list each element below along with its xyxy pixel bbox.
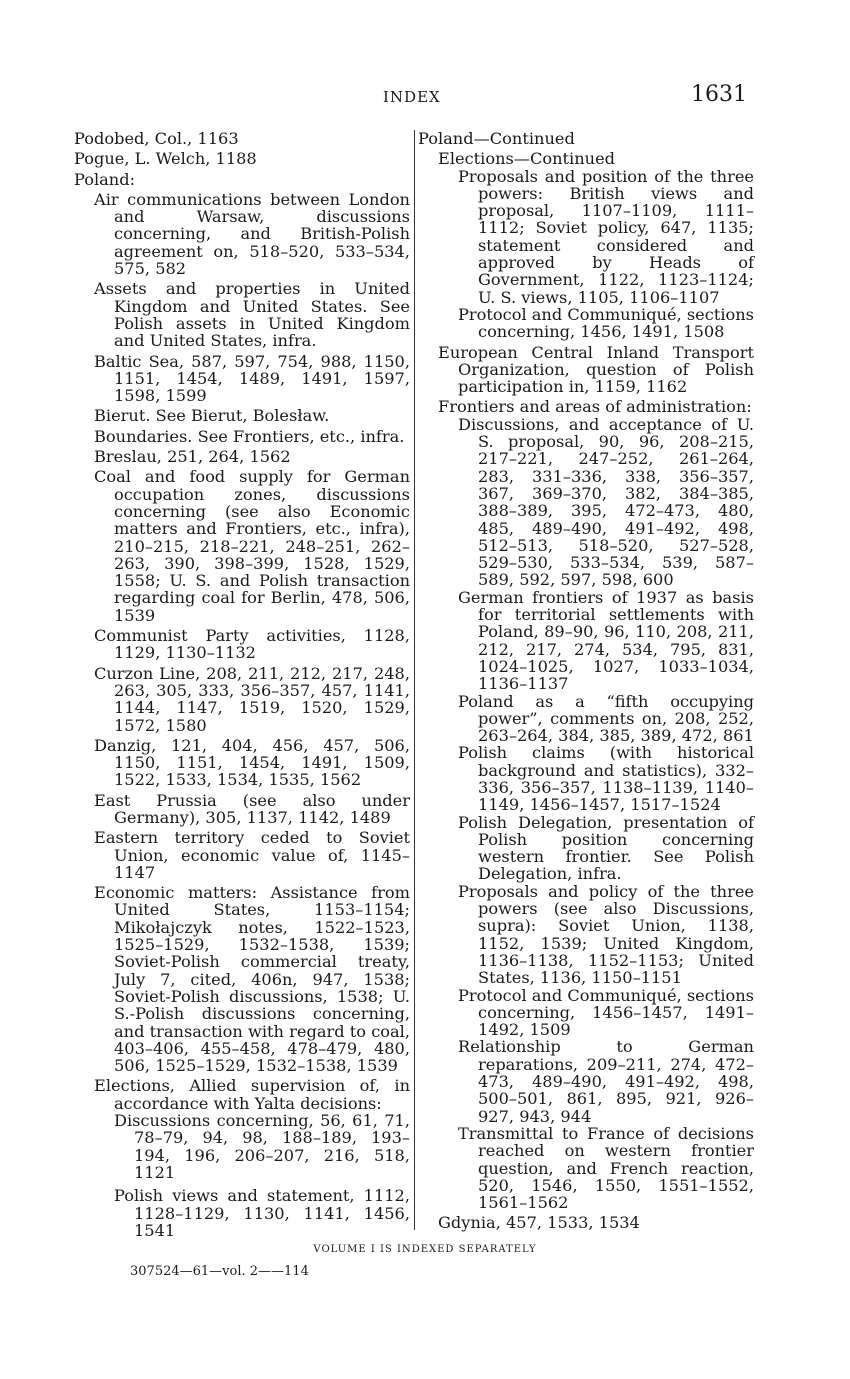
- index-entry: Economic matters: Assistance from United States, 1153–1154; Mikołajczyk notes, 1522–1523, 1525–1529, 1532–1538, 1539; Soviet-Polish commercial treaty, July 7, cited, 406n, 947, 1538; Soviet-Polish discussions, 1538; U. S.-Polish discussions concerning, and transaction with regard to coal, 403–406, 455–458, 478–479, 480, 506, 1525–1529, 1532–1538, 1539: [94, 883, 410, 1076]
- index-column-left: [74, 130, 410, 1239]
- index-entry: Pogue, L. Welch, 1188: [74, 149, 257, 169]
- index-entry: Breslau, 251, 264, 1562: [94, 447, 291, 467]
- index-entry: Transmittal to France of decisions reached on western frontier question, and French reaction, 520, 1546, 1550, 1551–1552, 1561–1562: [458, 1123, 754, 1213]
- index-entry: Relationship to German reparations, 209–211, 274, 472–473, 489–490, 491–492, 498, 500–501, 861, 895, 921, 926–927, 943, 944: [458, 1037, 754, 1126]
- index-entry: Elections—Continued: [438, 149, 616, 169]
- index-entry: Discussions concerning, 56, 61, 71, 78–79, 94, 98, 188–189, 193–194, 196, 206–207, 216, 518, 1121: [114, 1111, 410, 1182]
- running-head: [0, 82, 850, 112]
- index-entry: Protocol and Communiqué, sections concerning, 1456–1457, 1491–1492, 1509: [458, 985, 754, 1040]
- index-entry: Proposals and position of the three powers: British views and proposal, 1107–1109, 1111–1112; Soviet policy, 647, 1135; statement considered and approved by Heads of Government, 1122, 1123–1124; U. S. views, 1105, 1106–1107: [458, 166, 754, 307]
- index-entry: Discussions, and acceptance of U. S. proposal, 90, 96, 208–215, 217–221, 247–252, 261–264, 283, 331–336, 338, 356–357, 367, 369–370, 382, 384–385, 388–389, 395, 472–473, 480, 485, 489–490, 491–492, 498, 512–513, 518–520, 527–528, 529–530, 533–534, 539, 587–589, 592, 597, 598, 600: [458, 414, 754, 590]
- index-entry: Poland—Continued: [418, 129, 575, 148]
- printer-line: 307524—61—vol. 2——114: [130, 1264, 309, 1279]
- index-entry: German frontiers of 1937 as basis for territorial settlements with Poland, 89–90, 96, 110, 208, 211, 212, 217, 274, 534, 795, 831, 1024–1025, 1027, 1033–1034, 1136–1137: [458, 587, 754, 694]
- index-entry: Boundaries. See Frontiers, etc., infra.: [94, 426, 405, 446]
- index-entry: Air communications between London and Warsaw, discussions concerning, and British-Polish agreement on, 518–520, 533–534, 575, 582: [94, 189, 410, 279]
- index-entry: European Central Inland Transport Organization, question of Polish participation in, 1159, 1162: [438, 342, 754, 397]
- index-entry: Poland:: [74, 169, 136, 189]
- index-entry: Gdynia, 457, 1533, 1534: [438, 1213, 640, 1233]
- index-entry: Proposals and policy of the three powers (see also Discussions, supra): Soviet Union, 1138, 1152, 1539; United Kingdom, 1136–1138, 1152–1153; United States, 1136, 1150–1151: [458, 881, 754, 988]
- index-entry: East Prussia (see also under Germany), 305, 1137, 1142, 1489: [94, 790, 410, 827]
- index-entry: Danzig, 121, 404, 456, 457, 506, 1150, 1151, 1454, 1491, 1509, 1522, 1533, 1534, 1535, 1562: [94, 735, 410, 790]
- index-entry: Bierut. See Bierut, Bolesław.: [94, 406, 330, 426]
- index-entry: Baltic Sea, 587, 597, 754, 988, 1150, 1151, 1454, 1489, 1491, 1597, 1598, 1599: [94, 351, 410, 406]
- index-entry: Poland as a “fifth occupying power”, comments on, 208, 252, 263–264, 384, 385, 389, 472, 861: [458, 691, 754, 746]
- index-entry: Elections, Allied supervision of, in accordance with Yalta decisions:: [94, 1076, 410, 1113]
- index-entry: Eastern territory ceded to Soviet Union, economic value of, 1145–1147: [94, 828, 410, 882]
- column-divider: [414, 130, 415, 1230]
- index-entry: Curzon Line, 208, 211, 212, 217, 248, 263, 305, 333, 356–357, 457, 1141, 1144, 1147, 1519, 1520, 1529, 1572, 1580: [94, 663, 410, 735]
- page-number: 1631: [691, 82, 747, 107]
- index-entry: Assets and properties in United Kingdom and United States. See Polish assets in United Kingdom and United States, infra.: [94, 279, 410, 351]
- index-entry: Podobed, Col., 1163: [74, 129, 239, 148]
- index-entry: Protocol and Communiqué, sections concerning, 1456, 1491, 1508: [458, 304, 754, 342]
- index-entry: Polish claims (with historical background and statistics), 332–336, 356–357, 1138–1139, 1140–1149, 1456–1457, 1517–1524: [458, 743, 754, 815]
- index-entry: Polish views and statement, 1112, 1128–1129, 1130, 1141, 1456, 1541: [114, 1186, 410, 1240]
- page-title: INDEX: [383, 88, 441, 106]
- index-entry: Frontiers and areas of administration:: [438, 397, 752, 417]
- index-column-right: [418, 130, 754, 1232]
- index-entry: Polish Delegation, presentation of Polish position concerning western frontier. See Polish Delegation, infra.: [458, 812, 754, 884]
- index-entry: Communist Party activities, 1128, 1129, 1130–1132: [94, 626, 410, 663]
- volume-note: VOLUME I IS INDEXED SEPARATELY: [313, 1244, 537, 1255]
- index-entry: Coal and food supply for German occupation zones, discussions concerning (see also Economic matters and Frontiers, etc., infra), 210–215, 218–221, 248–251, 262–263, 390, 398–399, 1528, 1529, 1558; U. S. and Polish transaction regarding coal for Berlin, 478, 506, 1539: [94, 467, 410, 625]
